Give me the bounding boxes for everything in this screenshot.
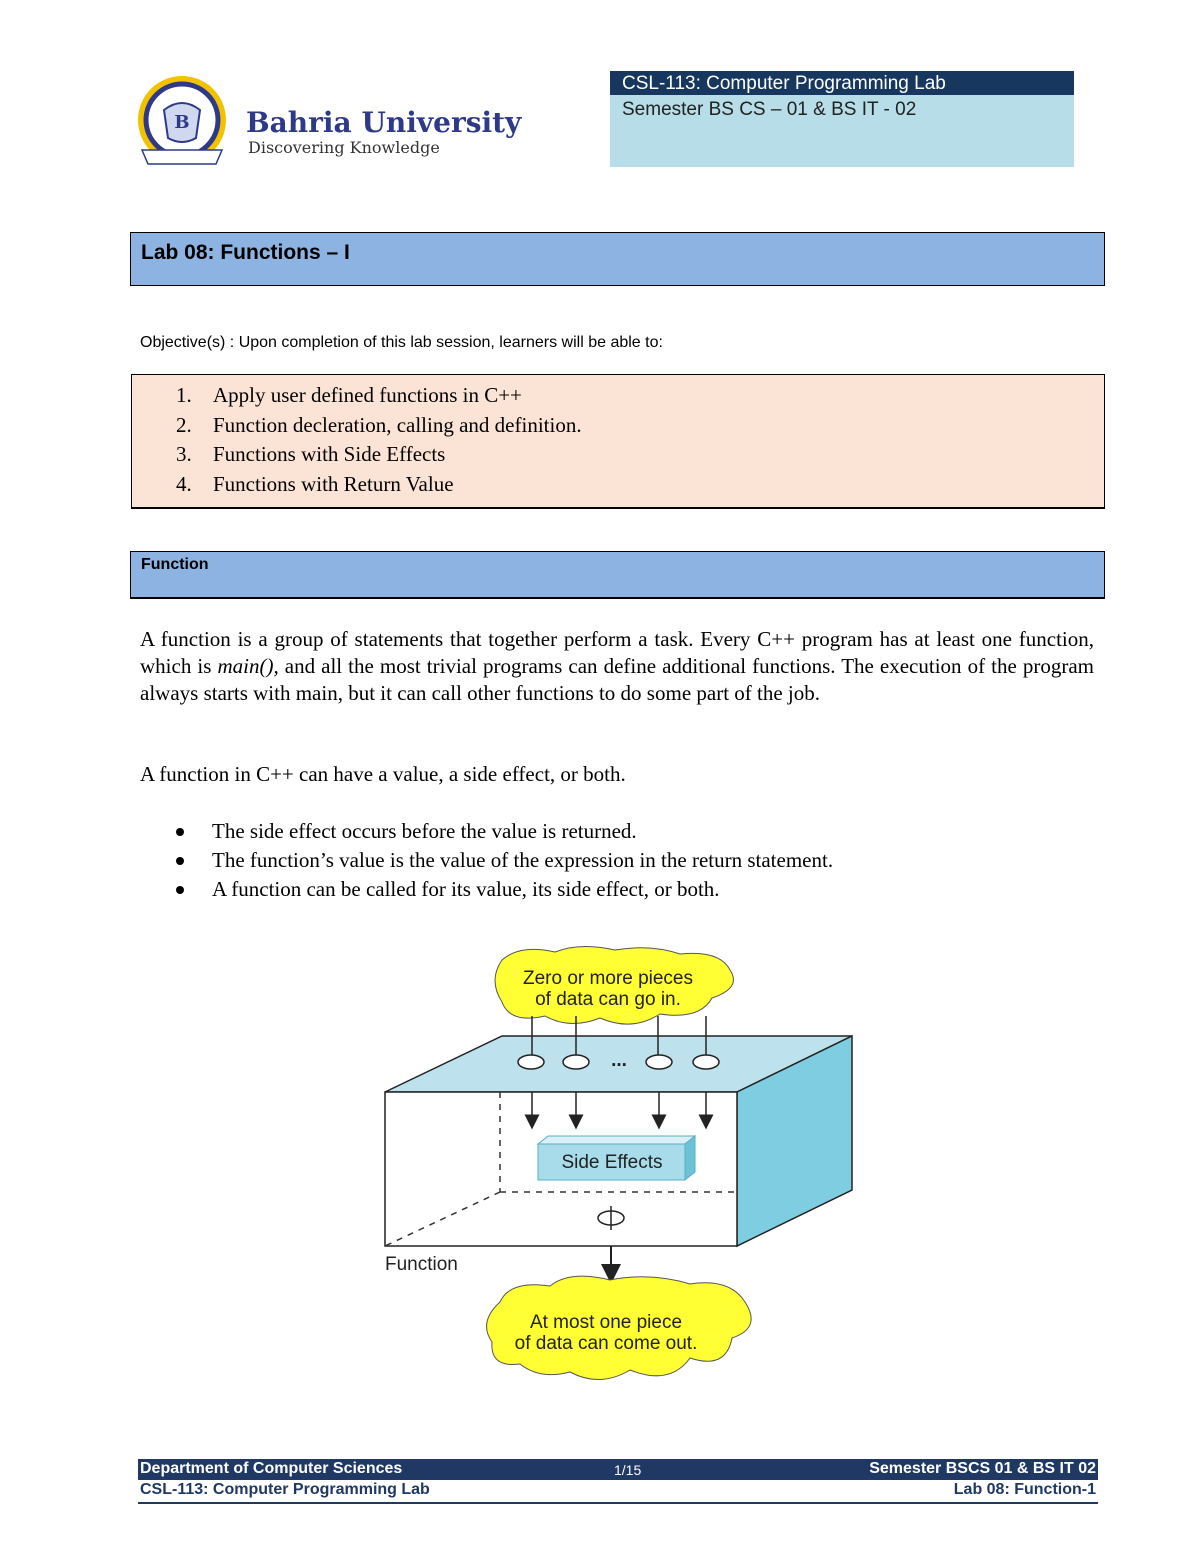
list-item: A function can be called for its value, its side effect, or both. [140, 875, 833, 904]
side-effects-box-top [538, 1136, 695, 1144]
paragraph-intro: A function is a group of statements that together perform a task. Every C++ program has at least one function, which is main(), and all the most trivial programs can define additional functions. The execution of the program always starts with main, but it can call other functions to do some part of the job. [140, 627, 1095, 705]
side-effects-box-side [685, 1136, 695, 1180]
course-info-box [610, 71, 1074, 167]
university-tagline: Discovering Knowledge [248, 138, 440, 157]
course-title-bar [610, 71, 1074, 95]
main-function-ref: main(), [217, 654, 279, 678]
section-heading-bar [130, 551, 1105, 599]
input-hole [518, 1055, 544, 1069]
objective-label: Objective(s) : [140, 334, 235, 351]
list-item: The side effect occurs before the value is returned. [140, 817, 833, 846]
lab-title: Lab 08: Functions – I [141, 241, 350, 264]
side-effects-label: Side Effects [561, 1152, 663, 1173]
inputs-ellipsis: ... [611, 1050, 627, 1071]
bullet-icon [176, 828, 184, 836]
input-hole [646, 1055, 672, 1069]
function-diagram [370, 940, 870, 1400]
input-caption-line2: of data can go in. [535, 989, 681, 1010]
input-hole [563, 1055, 589, 1069]
footer-page-number: 1/15 [614, 1462, 642, 1478]
footer-lab: Lab 08: Function-1 [953, 1481, 1096, 1498]
footer-bar [138, 1459, 1098, 1480]
bullet-icon [176, 857, 184, 865]
input-hole [693, 1055, 719, 1069]
list-item: The function’s value is the value of the expression in the return statement. [140, 846, 833, 875]
output-caption-line1: At most one piece [529, 1312, 683, 1333]
university-name: Bahria University [246, 106, 522, 139]
svg-text:B: B [174, 112, 190, 133]
list-item: 1. Apply user defined functions in C++ [176, 383, 522, 407]
bullet-list [140, 817, 833, 904]
course-semester: Semester BS CS – 01 & BS IT - 02 [622, 99, 917, 120]
list-item: 3. Functions with Side Effects [176, 442, 446, 466]
university-logo [134, 72, 522, 172]
list-item: 4. Functions with Return Value [176, 471, 454, 496]
footer-course: CSL-113: Computer Programming Lab [140, 1481, 430, 1498]
function-label: Function [385, 1254, 458, 1275]
course-title: CSL-113: Computer Programming Lab [622, 73, 946, 94]
footer-department: Department of Computer Sciences [140, 1460, 403, 1477]
footer-semester: Semester BSCS 01 & BS IT 02 [869, 1460, 1096, 1477]
list-item: 2. Function decleration, calling and definition. [176, 412, 582, 437]
input-caption-line1: Zero or more pieces [522, 968, 694, 989]
lab-title-bar [130, 232, 1105, 286]
bullet-icon [176, 886, 184, 894]
university-crest-icon [134, 72, 254, 172]
objective-list [176, 381, 582, 499]
footer-course-line [138, 1480, 1098, 1504]
section-heading: Function [141, 556, 209, 573]
paragraph-value-side-effect: A function in C++ can have a value, a side effect, or both. [140, 762, 626, 786]
objective-intro: Upon completion of this lab session, learners will be able to: [238, 334, 663, 351]
output-caption-line2: of data can come out. [514, 1333, 698, 1354]
objective-box [131, 374, 1105, 509]
objective-line [140, 334, 663, 352]
